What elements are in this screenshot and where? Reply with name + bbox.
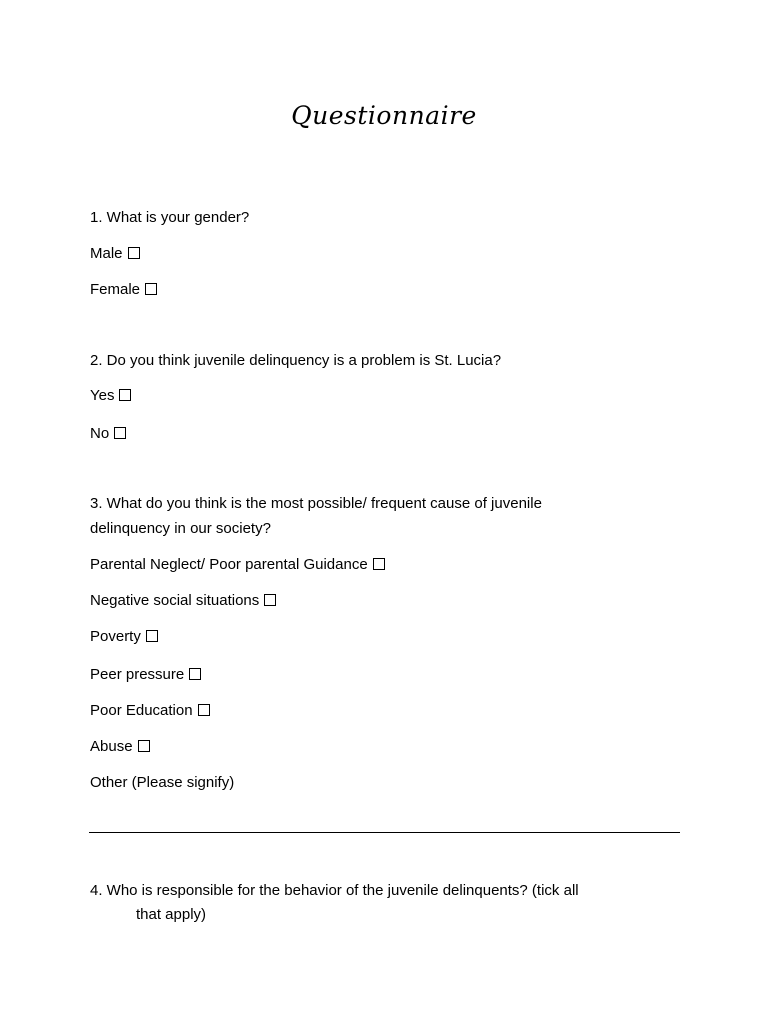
- q3-option-abuse[interactable]: [90, 735, 150, 759]
- q1-option-male[interactable]: [90, 242, 140, 266]
- checkbox[interactable]: [264, 594, 276, 606]
- option-label: Peer pressure: [90, 666, 185, 683]
- page-title: Questionnaire: [291, 101, 477, 130]
- checkbox[interactable]: [189, 668, 201, 680]
- question-4-text: [90, 879, 690, 927]
- checkbox[interactable]: [145, 283, 157, 295]
- option-label: Parental Neglect/ Poor parental Guidance: [90, 556, 368, 573]
- checkbox[interactable]: [114, 427, 126, 439]
- question-1-text: 1. What is your gender?: [90, 209, 250, 226]
- checkbox[interactable]: [128, 247, 140, 259]
- question-4-text-line-1: 4. Who is responsible for the behavior of the juvenile delinquents? (tick all: [90, 882, 579, 899]
- option-label: Poor Education: [90, 702, 193, 719]
- q2-option-yes[interactable]: [90, 384, 131, 408]
- q3-option-parental-neglect[interactable]: [90, 553, 385, 577]
- option-label: Yes: [90, 387, 115, 404]
- q3-option-poverty[interactable]: [90, 625, 158, 649]
- other-answer-line[interactable]: [89, 832, 680, 833]
- checkbox[interactable]: [198, 704, 210, 716]
- option-label: Female: [90, 281, 141, 298]
- q3-option-negative-social[interactable]: [90, 589, 276, 613]
- q3-option-other-label: Other (Please signify): [90, 774, 235, 791]
- checkbox[interactable]: [146, 630, 158, 642]
- option-label: Negative social situations: [90, 592, 260, 609]
- checkbox[interactable]: [373, 558, 385, 570]
- option-label: Male: [90, 245, 123, 262]
- option-label: No: [90, 425, 110, 442]
- q1-option-female[interactable]: [90, 278, 157, 302]
- q3-option-peer-pressure[interactable]: [90, 663, 201, 687]
- option-label: Poverty: [90, 628, 141, 645]
- option-label: Abuse: [90, 738, 133, 755]
- q3-option-poor-education[interactable]: [90, 699, 210, 723]
- checkbox[interactable]: [138, 740, 150, 752]
- question-2-text: 2. Do you think juvenile delinquency is a problem is St. Lucia?: [90, 352, 502, 369]
- question-3-text-line-2: delinquency in our society?: [90, 520, 271, 537]
- q2-option-no[interactable]: [90, 422, 126, 446]
- question-3-text-line-1: 3. What do you think is the most possible/ frequent cause of juvenile: [90, 495, 542, 512]
- checkbox[interactable]: [119, 389, 131, 401]
- question-4-text-line-2: that apply): [136, 906, 207, 923]
